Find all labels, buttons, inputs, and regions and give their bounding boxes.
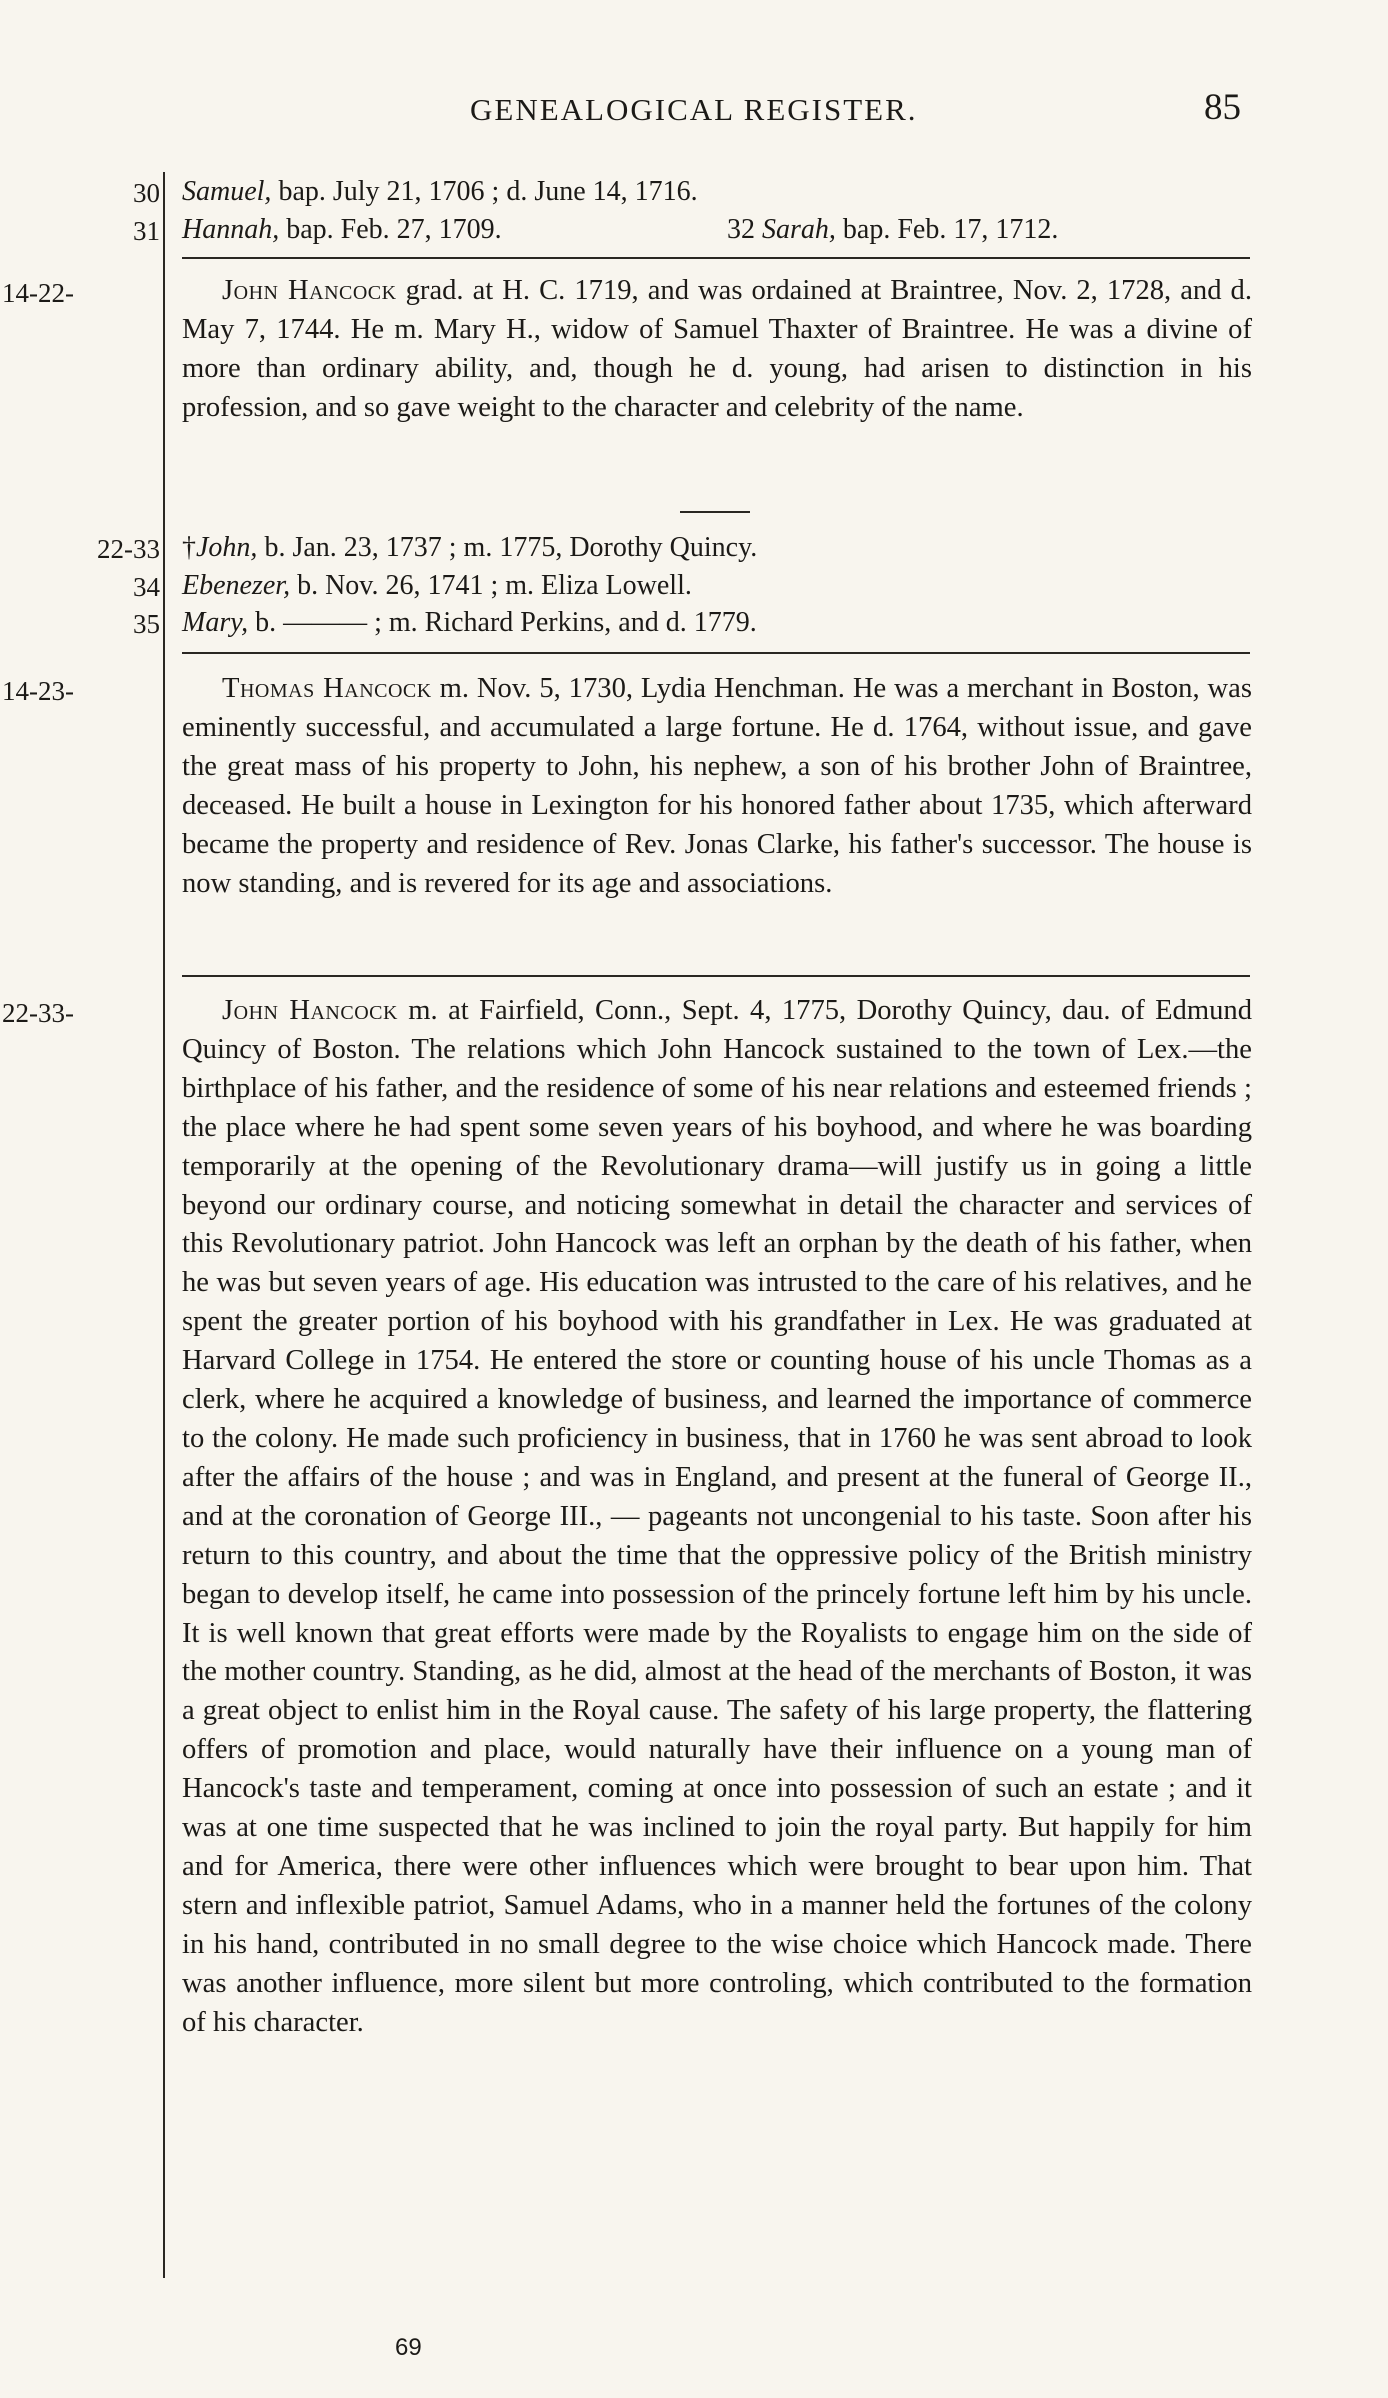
entry-number: 22-33 [97,534,160,564]
paragraph-text: grad. at H. C. 1719, and was ordained at Braintree, Nov. 2, 1728, and d. May 7, 1744. He m. Mary H., widow of Samuel Thaxter of Braintree. He was a divine of more than ordinary ability, and, though he d. young, had arisen to distinction in his profession, and so gave weight to the character and celebrity of the name. [182,275,1252,423]
entry-line [182,605,1252,641]
paragraph-thomas-hancock [182,670,1252,903]
page-number: 85 [1204,87,1241,128]
entry-number: 35 [133,609,160,639]
paragraph-text: m. Nov. 5, 1730, Lydia Henchman. He was a merchant in Boston, was eminently successful, and accumulated a large fortune. He d. 1764, without issue, and gave the great mass of his property to John, his nephew, a son of his brother John of Braintree, deceased. He built a house in Lexington for his honored father about 1735, which afterward became the property and residence of Rev. Jonas Clarke, his father's successor. The house is now standing, and is revered for its age and associations. [182,673,1252,899]
person-name: Thomas Hancock [222,673,432,704]
child-name: Ebenezer, [182,570,291,601]
entry-number: 32 [727,214,755,245]
section-divider [182,652,1250,654]
entry-number: 31 [133,216,160,246]
child-name: Sarah, [762,214,836,245]
running-header: GENEALOGICAL REGISTER. [470,92,918,127]
entry-number: 34 [133,572,160,602]
dagger-mark: † [182,532,196,563]
child-name: Mary, [182,607,249,638]
entry-text: b. Nov. 26, 1741 ; m. Eliza Lowell. [290,570,692,601]
entry-text: b. ——— ; m. Richard Perkins, and d. 1779. [248,607,757,638]
child-name: Samuel, [182,176,272,207]
section-divider [182,975,1250,977]
entry-text: bap. Feb. 17, 1712. [835,214,1059,245]
cross-reference: 22-33- [2,998,74,1028]
entry-line [182,568,1252,604]
cross-reference: 14-23- [2,676,74,706]
short-divider [680,511,750,513]
person-name: John Hancock [222,275,397,306]
entry-text: bap. July 21, 1706 ; d. June 14, 1716. [271,176,698,207]
person-name: John Hancock [222,995,398,1026]
entry-line [182,174,1252,210]
cross-reference: 14-22- [2,278,74,308]
printer-signature: 69 [395,2334,422,2361]
child-name: Hannah, [182,214,280,245]
entry-text: b. Jan. 23, 1737 ; m. 1775, Dorothy Quincy. [257,532,758,563]
sibling-entry [727,212,1058,248]
child-name: John, [196,532,258,563]
entry-text: bap. Feb. 27, 1709. [279,214,502,245]
entry-line [182,530,1252,566]
paragraph-john-hancock-minister [182,272,1252,428]
paragraph-john-hancock-patriot [182,992,1252,2042]
margin-rule [163,172,165,2278]
entry-line [182,212,1252,248]
entry-number: 30 [133,178,160,208]
section-divider [182,257,1250,259]
paragraph-text: m. at Fairfield, Conn., Sept. 4, 1775, Dorothy Quincy, dau. of Edmund Quincy of Boston. The relations which John Hancock sustained to the town of Lex.—the birthplace of his father, and the residence of some of his near relations and esteemed friends ; the place where he had spent some seven years of his boyhood, and where he was boarding temporarily at the opening of the Revolutionary drama—will justify us in going a little beyond our ordinary course, and noticing somewhat in detail the character and services of this Revolutionary patriot. John Hancock was left an orphan by the death of his father, when he was but seven years of age. His education was intrusted to the care of his relatives, and he spent the greater portion of his boyhood with his grandfather in Lex. He was graduated at Harvard College in 1754. He entered the store or counting house of his uncle Thomas as a clerk, where he acquired a knowledge of business, and learned the importance of commerce to the colony. He made such proficiency in business, that in 1760 he was sent abroad to look after the affairs of the house ; and was in England, and present at the funeral of George II., and at the coronation of George III., — pageants not uncongenial to his taste. Soon after his return to this country, and about the time that the oppressive policy of the British ministry began to develop itself, he came into possession of the princely fortune left him by his uncle. It is well known that great efforts were made by the Royalists to engage him on the side of the mother country. Standing, as he did, almost at the head of the merchants of Boston, it was a great object to enlist him in the Royal cause. The safety of his large property, the flattering offers of promotion and place, would naturally have their influence on a young man of Hancock's taste and temperament, coming at once into possession of such an estate ; and it was at one time suspected that he was inclined to join the royal party. But happily for him and for America, there were other influences which were brought to bear upon him. That stern and inflexible patriot, Samuel Adams, who in a manner held the fortunes of the colony in his hand, contributed in no small degree to the wise choice which Hancock made. There was another influence, more silent but more controling, which contributed to the formation of his character. [182,995,1252,2038]
